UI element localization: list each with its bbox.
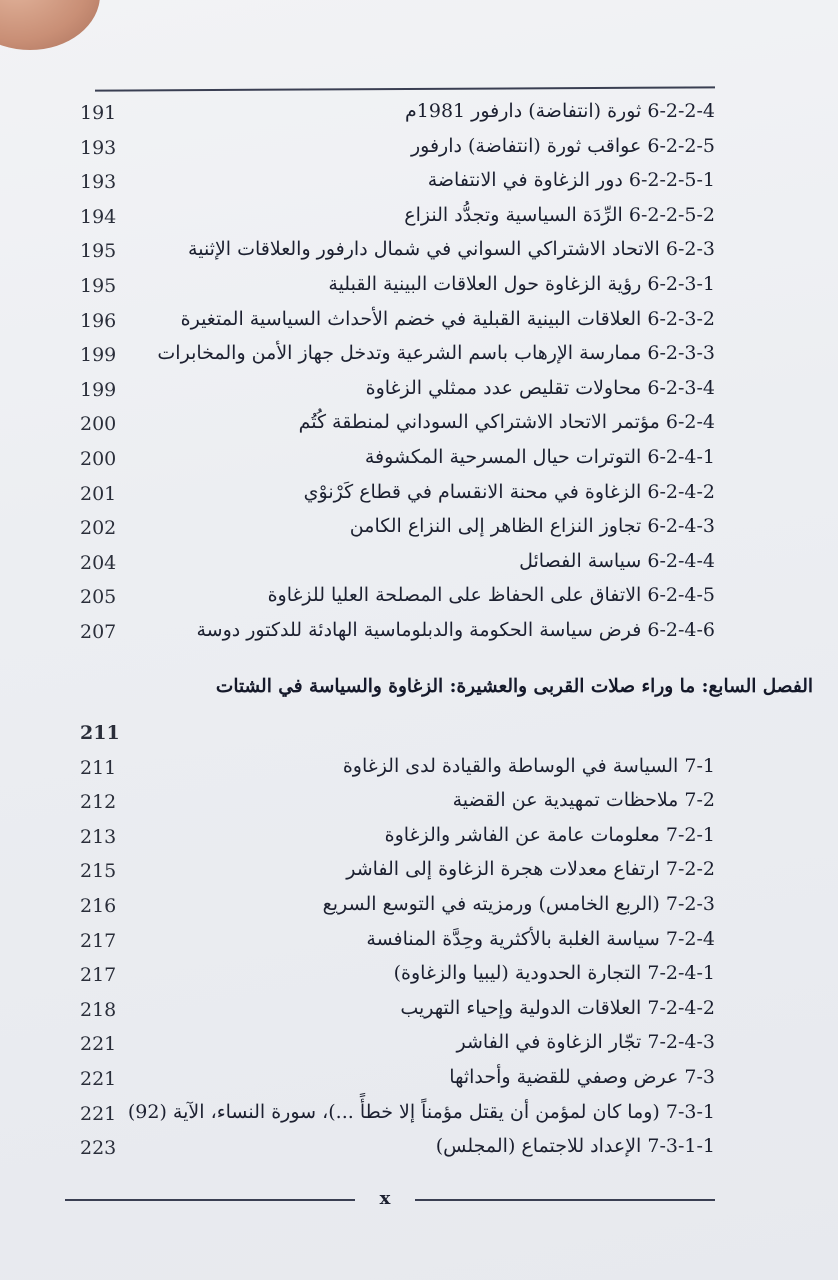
toc-row [70,513,725,548]
toc-entry-title: 7-2-3 (الربع الخامس) ورمزيته في التوسع السريع [322,892,715,915]
page-number: x [379,1188,391,1209]
toc-row [70,202,725,237]
toc-row [70,891,725,926]
toc-entry-title: 7-1 السياسة في الوساطة والقيادة لدى الزغاوة [342,754,715,777]
toc-row [70,1029,725,1064]
toc-row [70,340,725,375]
toc-row [70,1099,725,1134]
toc-page-number: 221 [80,1067,117,1090]
toc-page-number: 215 [80,860,117,883]
toc-row [70,1133,725,1168]
toc-page-number: 216 [80,894,117,917]
toc-entry-title: 6-2-3 الاتحاد الاشتراكي السواني في شمال دارفور والعلاقات الإثنية [188,238,715,261]
toc-row [70,1064,725,1099]
toc-entry-title: 6-2-4-4 سياسة الفصائل [519,549,715,572]
toc-page-number: 211 [80,756,117,779]
toc-entry-title: 6-2-4-2 الزغاوة في محنة الانقسام في قطاع كَرْنوْي [303,480,715,503]
toc-row [70,960,725,995]
toc-entry-title: 7-2 ملاحظات تمهيدية عن القضية [452,789,715,812]
toc-page-number: 212 [80,791,117,814]
toc-entry-title: 6-2-2-5-1 دور الزغاوة في الانتفاضة [427,169,715,192]
toc-page-number: 205 [80,586,117,609]
table-of-contents [70,98,725,652]
toc-row [70,444,725,479]
toc-row [70,375,725,410]
toc-entry-title: 7-2-4-3 تجّار الزغاوة في الفاشر [456,1031,715,1054]
toc-entry-title: 6-2-2-5 عواقب ثورة (انتفاضة) دارفور [410,134,715,157]
table-of-contents-chapter-7 [70,718,725,1168]
toc-row [70,479,725,514]
toc-entry-title: 7-3-1 (وما كان لمؤمن أن يقتل مؤمناً إلا خطأً ...)، سورة النساء، الآية (92) [127,1100,715,1123]
toc-page-number: 191 [80,102,117,124]
toc-entry-title: 7-2-1 معلومات عامة عن الفاشر والزغاوة [384,823,715,846]
toc-page-number: 193 [80,136,117,159]
toc-row [70,98,725,133]
toc-row [70,167,725,202]
toc-entry-title: 7-2-4-2 العلاقات الدولية وإحياء التهريب [400,996,715,1019]
toc-row [70,133,725,168]
toc-entry-title: 6-2-3-1 رؤية الزغاوة حول العلاقات البينية القبلية [328,272,715,295]
toc-entry-title: 6-2-2-4 ثورة (انتفاضة) دارفور 1981م [405,100,715,122]
toc-page-number: 221 [80,1102,117,1125]
toc-page-number: 223 [80,1137,117,1160]
toc-entry-title: 6-2-3-3 ممارسة الإرهاب باسم الشرعية وتدخل جهاز الأمن والمخابرات [157,342,715,365]
toc-page-number: 195 [80,240,117,263]
toc-page-number: 211 [80,722,120,744]
toc-entry-title: 6-2-4-1 التوترات حيال المسرحية المكشوفة [364,445,715,468]
toc-row [70,822,725,857]
toc-page-number: 193 [80,171,117,194]
toc-row [70,995,725,1030]
toc-entry-title: 6-2-3-2 العلاقات البينية القبلية في خضم الأحداث السياسية المتغيرة [180,307,715,330]
toc-row [70,787,725,822]
page-footer [65,1188,715,1212]
toc-page-number: 201 [80,482,117,505]
toc-page-number: 199 [80,378,117,401]
toc-page-number: 196 [80,309,117,332]
photo-finger [0,0,100,50]
toc-entry-title: 7-2-2 ارتفاع معدلات هجرة الزغاوة إلى الفاشر [346,858,715,881]
toc-row [70,718,725,753]
toc-entry-title: 6-2-4-3 تجاوز النزاع الظاهر إلى النزاع الكامن [349,515,715,538]
toc-page-number: 202 [80,517,117,540]
toc-page-number: 200 [80,447,117,470]
toc-page-number: 221 [80,1033,117,1056]
toc-page-number: 218 [80,998,117,1021]
toc-page-number: 213 [80,825,117,848]
toc-entry-title: 7-3-1-1 الإعداد للاجتماع (المجلس) [435,1135,715,1158]
toc-row [70,617,725,652]
toc-entry-title: 7-3 عرض وصفي للقضية وأحداثها [449,1065,715,1088]
toc-page-number: 207 [80,620,117,643]
toc-entry-title: 6-2-2-5-2 الرِّدَة السياسية وتجدُّد النزاع [404,203,715,226]
toc-row [70,753,725,788]
footer-rule-right [415,1199,715,1201]
toc-page-number: 217 [80,929,117,952]
toc-entry-title: 6-2-3-4 محاولات تقليص عدد ممثلي الزغاوة [365,376,715,399]
toc-page-number: 194 [80,205,117,228]
toc-page-number: 199 [80,344,117,367]
toc-row [70,236,725,271]
toc-entry-title: 6-2-4-6 فرض سياسة الحكومة والدبلوماسية الهادئة للدكتور دوسة [196,618,715,641]
toc-row [70,856,725,891]
toc-row [70,409,725,444]
toc-row [70,306,725,341]
toc-page-number: 217 [80,964,117,987]
toc-page-number: 204 [80,551,117,574]
toc-entry-title: 7-2-4-1 التجارة الحدودية (ليبيا والزغاوة) [393,962,715,985]
toc-entry-title: 6-2-4-5 الاتفاق على الحفاظ على المصلحة العليا للزغاوة [267,584,715,607]
chapter-heading: الفصل السابع: ما وراء صلات القربى والعشيرة: الزغاوة والسياسة في الشتات [215,676,813,697]
toc-row [70,548,725,583]
toc-page-number: 200 [80,413,117,436]
toc-entry-title: 6-2-4 مؤتمر الاتحاد الاشتراكي السوداني لمنطقة كُتُم [298,411,715,434]
toc-page-number: 195 [80,274,117,297]
footer-rule-left [65,1199,355,1201]
toc-entry-title: 7-2-4 سياسة الغلبة بالأكثرية وحِدَّة المنافسة [366,927,715,950]
toc-row [70,582,725,617]
toc-row [70,926,725,961]
toc-row [70,271,725,306]
top-rule [95,86,715,91]
